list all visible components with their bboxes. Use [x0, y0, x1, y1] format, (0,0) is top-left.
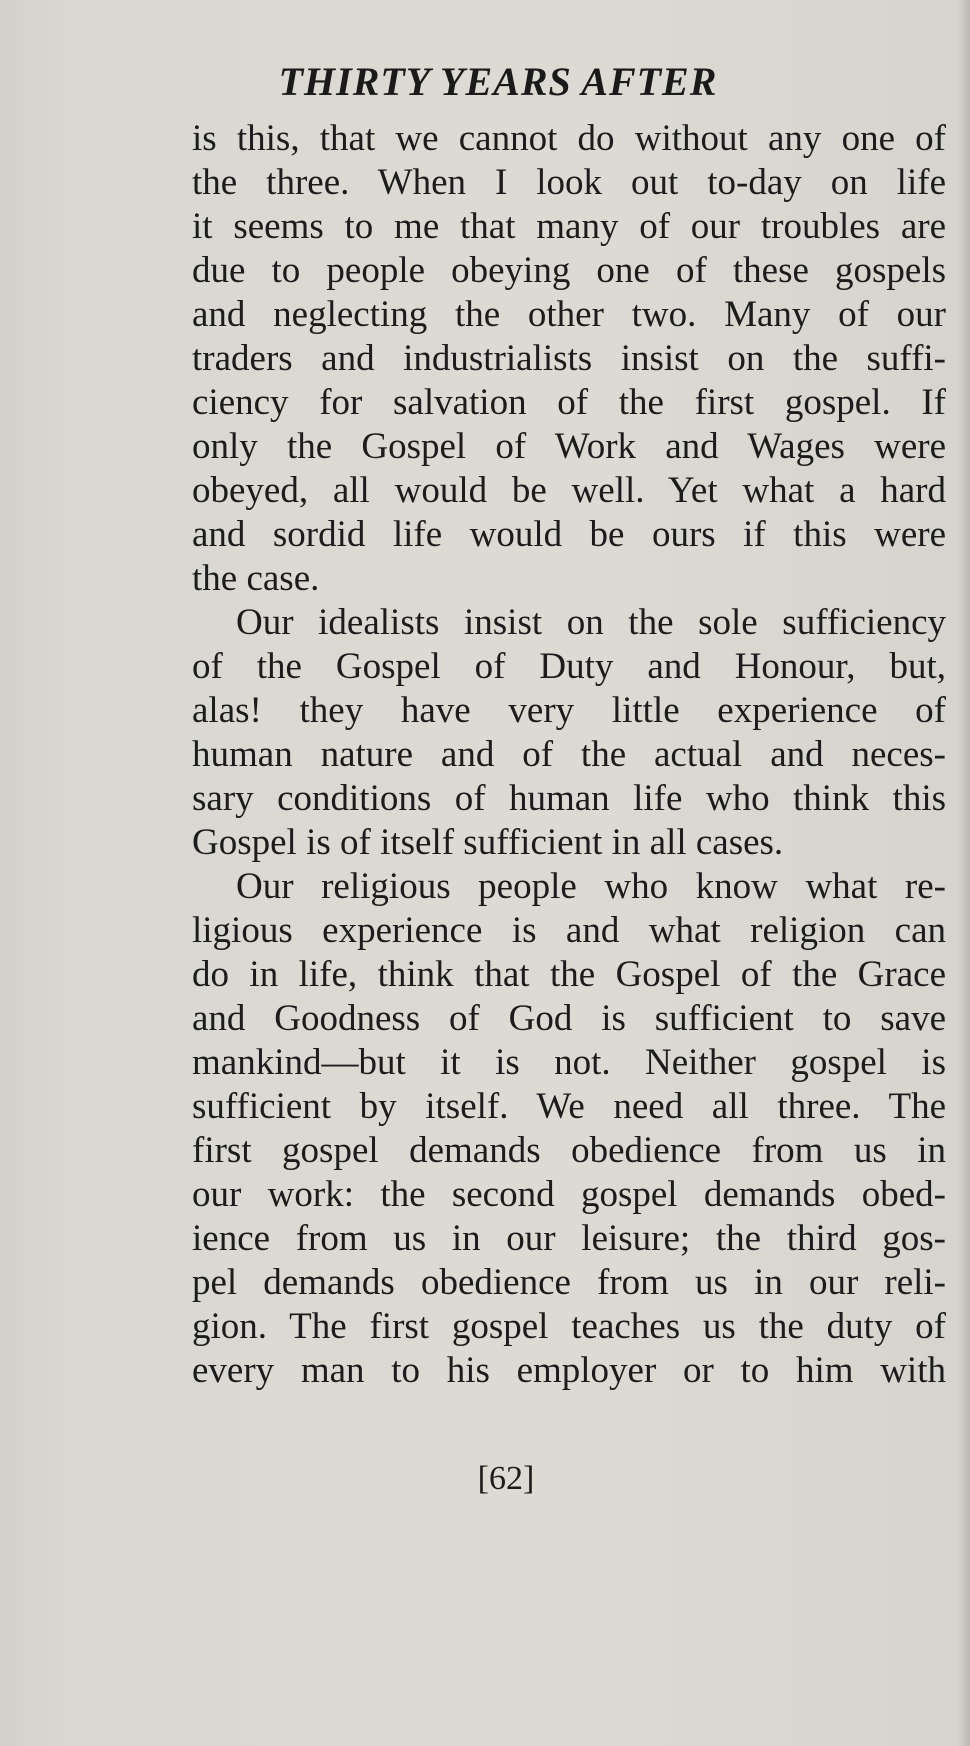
text-line: gion. The first gospel teaches us the duty of: [192, 1306, 946, 1347]
text-line: alas! they have very little experience of: [192, 690, 946, 731]
text-line: mankind—but it is not. Neither gospel is: [192, 1042, 946, 1083]
text-line: ciency for salvation of the first gospel. If: [192, 382, 946, 423]
text-line: the case.: [192, 558, 320, 599]
text-line: and sordid life would be ours if this were: [192, 514, 946, 555]
text-line: every man to his employer or to him with: [192, 1350, 946, 1391]
text-line: first gospel demands obedience from us in: [192, 1130, 946, 1171]
text-line: Our religious people who know what re-: [236, 866, 946, 907]
text-line: obeyed, all would be well. Yet what a hard: [192, 470, 946, 511]
running-head: THIRTY YEARS AFTER: [278, 59, 718, 104]
text-line: of the Gospel of Duty and Honour, but,: [192, 646, 946, 687]
text-line: it seems to me that many of our troubles are: [192, 206, 946, 247]
text-line: traders and industrialists insist on the suffi-: [192, 338, 946, 379]
text-line: human nature and of the actual and neces-: [192, 734, 946, 775]
text-line: Gospel is of itself sufficient in all cases.: [192, 822, 784, 863]
text-line: sufficient by itself. We need all three. The: [192, 1086, 946, 1127]
text-line: ligious experience is and what religion can: [192, 910, 946, 951]
body-text: [192, 117, 946, 1393]
text-line: our work: the second gospel demands obed-: [192, 1174, 946, 1215]
text-line: Our idealists insist on the sole sufficiency: [236, 602, 946, 643]
page-number: [62]: [477, 1460, 535, 1497]
text-line: and neglecting the other two. Many of our: [192, 294, 946, 335]
text-line: sary conditions of human life who think this: [192, 778, 946, 819]
text-line: the three. When I look out to-day on life: [192, 162, 946, 203]
text-line: pel demands obedience from us in our reli-: [192, 1262, 946, 1303]
text-line: is this, that we cannot do without any one of: [192, 118, 946, 159]
text-line: ience from us in our leisure; the third gos-: [192, 1218, 946, 1259]
text-line: due to people obeying one of these gospels: [192, 250, 946, 291]
text-line: only the Gospel of Work and Wages were: [192, 426, 946, 467]
text-line: and Goodness of God is sufficient to save: [192, 998, 946, 1039]
text-line: do in life, think that the Gospel of the Grace: [192, 954, 946, 995]
